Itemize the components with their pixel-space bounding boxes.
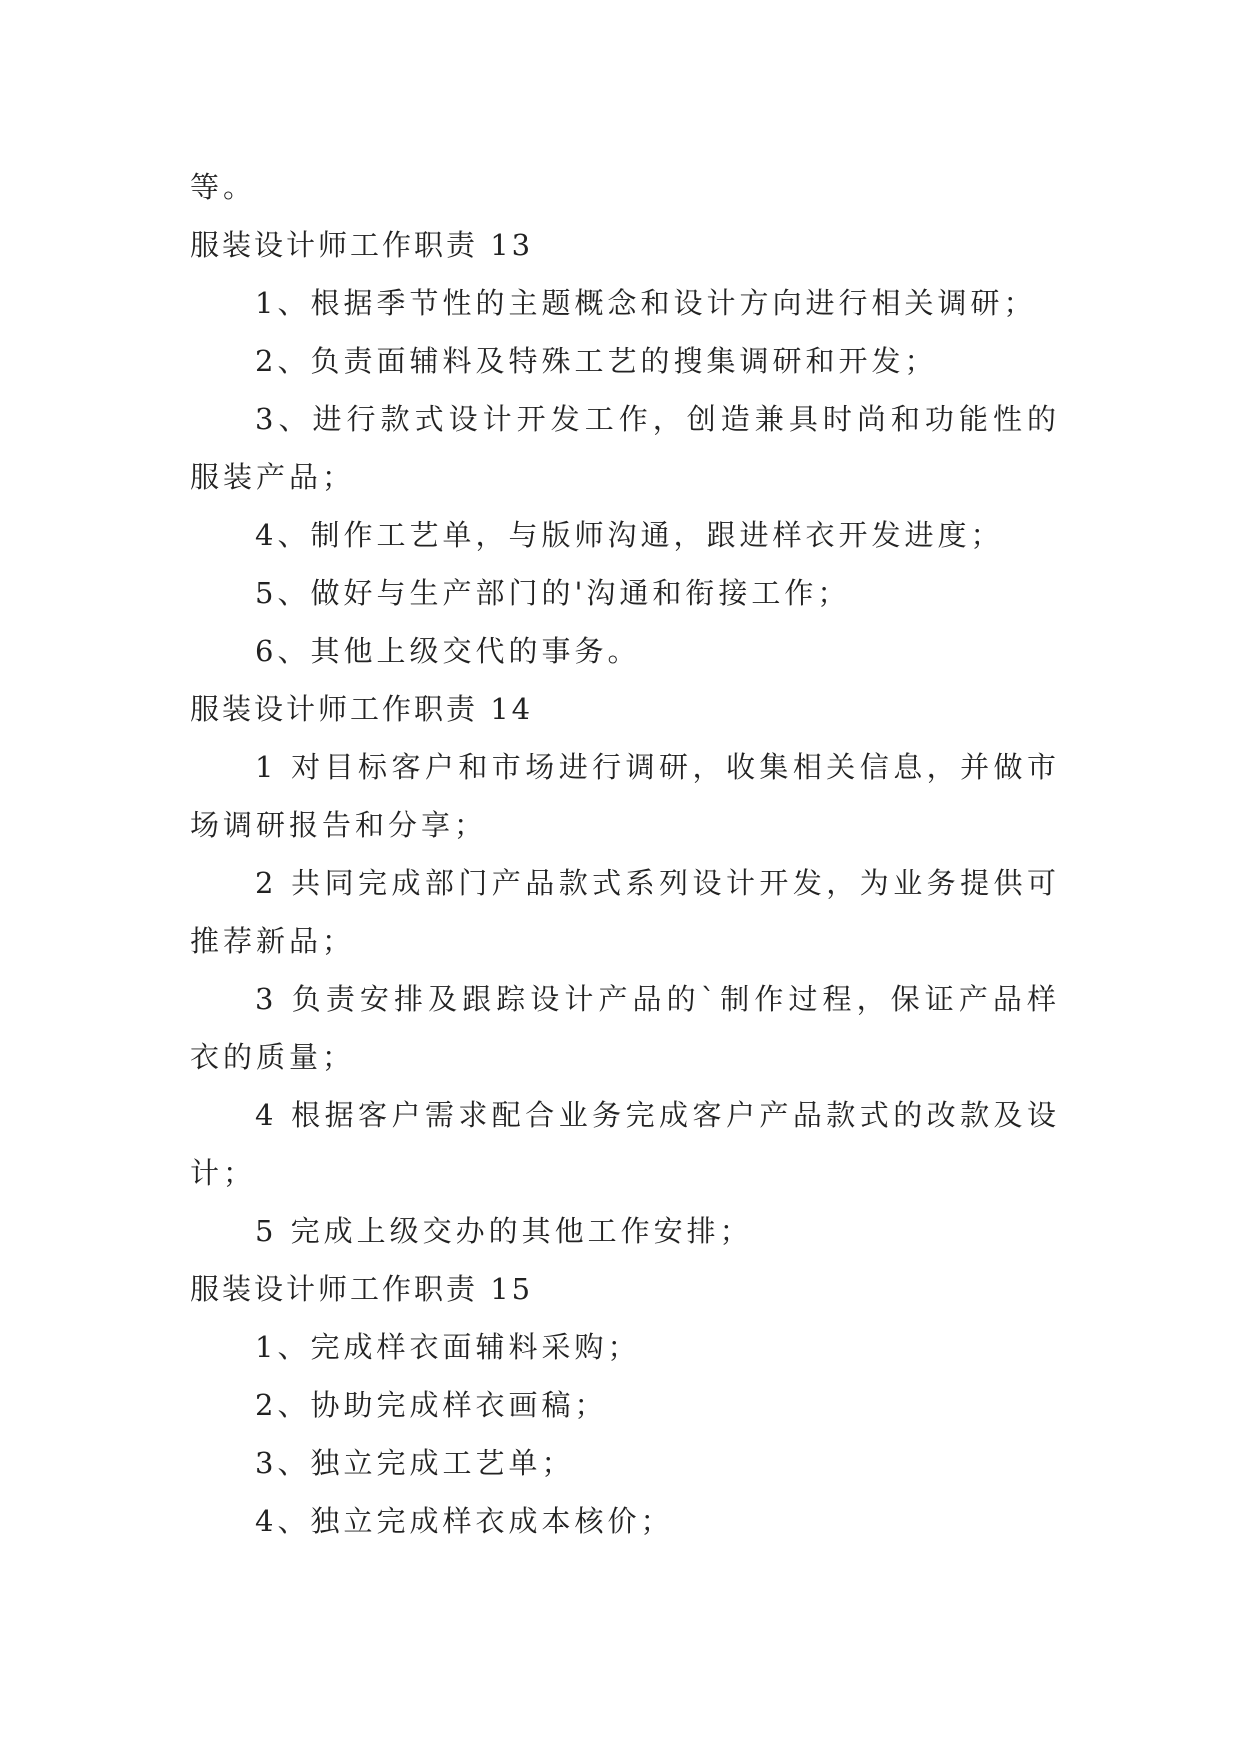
list-item: 4、独立完成样衣成本核价； [255, 1504, 674, 1538]
document-body [190, 158, 1060, 1550]
list-item: 2 共同完成部门产品款式系列设计开发，为业务提供可推荐新品； [190, 866, 1060, 958]
list-item: 3、进行款式设计开发工作，创造兼具时尚和功能性的服装产品； [190, 402, 1060, 494]
list-item: 3 负责安排及跟踪设计产品的`制作过程，保证产品样衣的质量； [190, 982, 1060, 1074]
list-item: 4 根据客户需求配合业务完成客户产品款式的改款及设计； [190, 1098, 1060, 1190]
text-line: 等。 [190, 170, 257, 204]
list-item: 2、协助完成样衣画稿； [255, 1388, 608, 1422]
list-item: 4、制作工艺单，与版师沟通，跟进样衣开发进度； [255, 518, 1004, 552]
list-item: 5 完成上级交办的其他工作安排； [255, 1214, 753, 1248]
list-item: 1 对目标客户和市场进行调研，收集相关信息，并做市场调研报告和分享； [190, 750, 1060, 842]
list-item: 5、做好与生产部门的'沟通和衔接工作； [255, 576, 851, 610]
section-heading: 服装设计师工作职责 15 [190, 1272, 534, 1306]
section-heading: 服装设计师工作职责 13 [190, 228, 534, 262]
list-item: 6、其他上级交代的事务。 [255, 634, 641, 668]
section-heading: 服装设计师工作职责 14 [190, 692, 534, 726]
list-item: 1、根据季节性的主题概念和设计方向进行相关调研； [255, 286, 1037, 320]
list-item: 2、负责面辅料及特殊工艺的搜集调研和开发； [255, 344, 938, 378]
list-item: 1、完成样衣面辅料采购； [255, 1330, 641, 1364]
list-item: 3、独立完成工艺单； [255, 1446, 575, 1480]
